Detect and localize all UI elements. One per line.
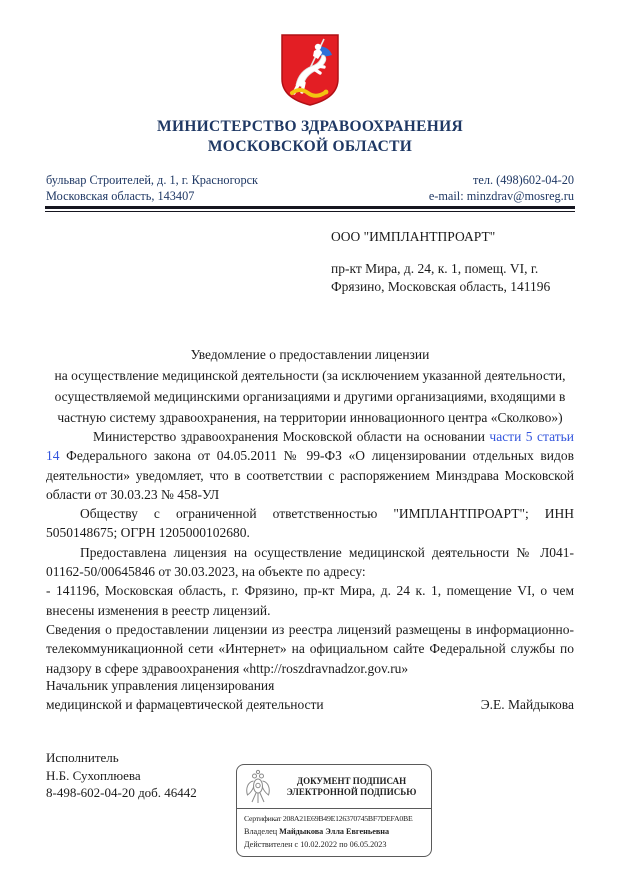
recipient-address-line1: пр-кт Мира, д. 24, к. 1, помещ. VI, г. (331, 261, 539, 276)
letterhead-divider (45, 206, 575, 212)
document-subject (46, 344, 574, 428)
signatory-name: Э.Е. Майдыкова (480, 697, 574, 712)
executor-phone: 8-498-602-04-20 доб. 46442 (46, 785, 197, 800)
stamp-details (237, 808, 431, 856)
legal-basis-text-after: Федерального закона от 04.05.2011 № 99-ФЗ «О лицензировании отдельных видов деятельности» уведомляет, что в соответствии с распоряжением Минздрава Московской области от 30.03.23 № 458-УЛ (46, 448, 574, 502)
electronic-signature-stamp (236, 764, 432, 857)
stamp-certificate-label: Сертификат (244, 814, 282, 823)
federal-emblem-icon (243, 769, 273, 805)
stamp-owner-label: Владелец (244, 827, 278, 836)
ministry-contacts (429, 173, 574, 204)
stamp-header (237, 765, 431, 808)
paragraph-licensee: Обществу с ограниченной ответственностью "ИМПЛАНТПРОАРТ"; ИНН 5050148675; ОГРН 1205000102680. (46, 506, 574, 541)
subject-description: на осуществление медицинской деятельности (за исключением указанной деятельности, осуществляемой медицинскими организациями и другими организациями, входящими в частную систему здравоохранения, на территории инновационного центра «Сколково») (54, 368, 566, 425)
stamp-owner-value: Майдыкова Элла Евгеньевна (279, 827, 390, 836)
stamp-validity: Действителен с 10.02.2022 по 06.05.2023 (244, 840, 387, 849)
paragraph-registry-info: Сведения о предоставлении лицензии из реестра лицензий размещены в информационно- телекоммуникационной сети «Интернет» на официальном сайте Федеральной службы по надзору в сфере здравоохранения «http://roszdravnadzor.gov.ru» (46, 621, 574, 676)
document-body (46, 427, 574, 678)
paragraph-license-address: - 141196, Московская область, г. Фрязино, пр-кт Мира, д. 24 к. 1, помещение VI, о чем внесены изменения в реестр лицензий. (46, 583, 574, 618)
ministry-title-line1: МИНИСТЕРСТВО ЗДРАВООХРАНЕНИЯ (157, 118, 463, 135)
signatory-position-line1: Начальник управления лицензирования (46, 678, 275, 693)
ministry-title-line2: МОСКОВСКОЙ ОБЛАСТИ (207, 138, 413, 155)
ministry-phone: тел. (498)602-04-20 (473, 173, 574, 187)
signature-block (46, 676, 574, 714)
executor-block (46, 749, 236, 802)
signatory-position-line2: медицинской и фармацевтической деятельности (46, 697, 324, 712)
stamp-title-line2: ЭЛЕКТРОННОЙ ПОДПИСЬЮ (286, 787, 417, 797)
executor-name: Н.Б. Сухоплюева (46, 767, 141, 783)
ministry-address (46, 173, 258, 204)
stamp-title-line1: ДОКУМЕНТ ПОДПИСАН (296, 775, 407, 786)
law-article-link[interactable]: части 5 статьи 14 (46, 429, 574, 464)
legal-basis-text-before: Министерство здравоохранения Московской области на основании (93, 429, 490, 444)
stamp-certificate-value: 208A21E69B49E126370745BF7DEFA0BE (282, 814, 413, 823)
recipient-block (331, 228, 583, 296)
subject-title: Уведомление о предоставлении лицензии (190, 347, 430, 362)
footer (46, 749, 574, 857)
letterhead-contacts (46, 173, 574, 204)
recipient-address-line2: Фрязино, Московская область, 141196 (331, 279, 551, 294)
stamp-certificate (244, 812, 424, 825)
stamp-title (278, 776, 425, 799)
ministry-title (0, 117, 620, 157)
signatory-position (46, 676, 324, 714)
ministry-address-line1: бульвар Строителей, д. 1, г. Красногорск (46, 173, 259, 187)
moscow-region-coat-of-arms-icon (280, 33, 340, 107)
stamp-owner (244, 825, 424, 838)
executor-label: Исполнитель (46, 750, 119, 765)
ministry-address-line2: Московская область, 143407 (46, 188, 195, 203)
paragraph-license-granted: Предоставлена лицензия на осуществление медицинской деятельности № Л041-01162-50/00645846 от 30.03.2023, на объекте по адресу: (46, 544, 574, 580)
ministry-email: e-mail: minzdrav@mosreg.ru (428, 188, 574, 203)
paragraph-legal-basis (46, 427, 574, 504)
recipient-name: ООО "ИМПЛАНТПРОАРТ" (331, 229, 496, 244)
